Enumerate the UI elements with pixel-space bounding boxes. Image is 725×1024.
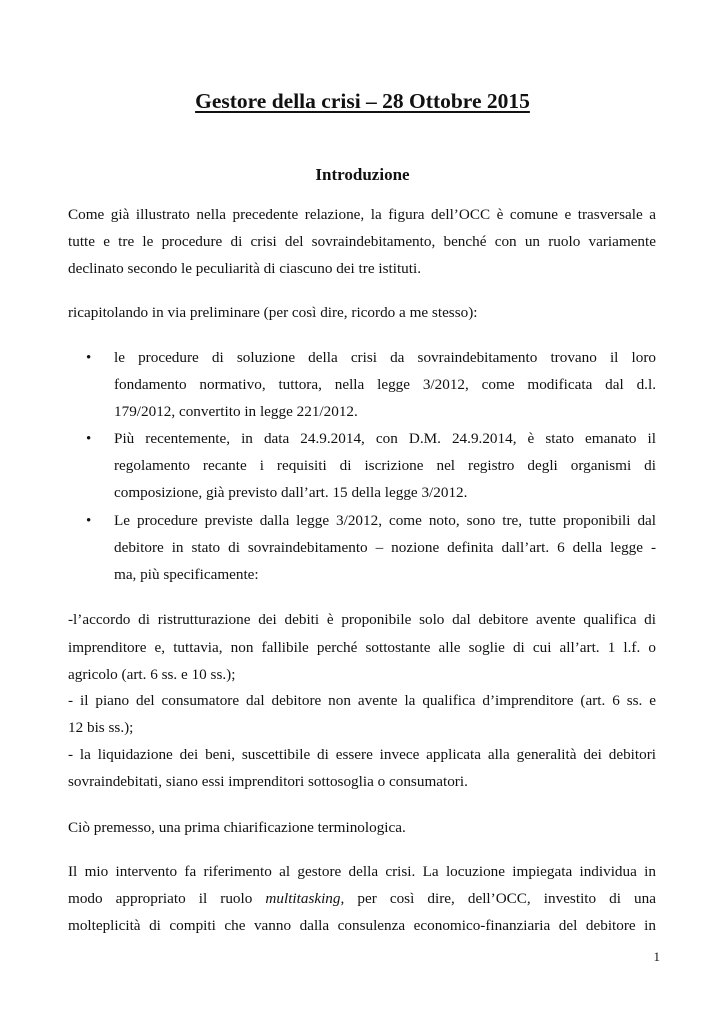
procedure-line: sovraindebitati, siano essi imprenditori sottosoglia o consumatori.	[68, 773, 468, 790]
bullet-line: fondamento normativo, tuttora, nella legge 3/2012, come modificata dal d.l.	[114, 376, 656, 393]
bullet-line: debitore in stato di sovraindebitamento – nozione definita dall’art. 6 della legge -	[114, 539, 656, 556]
procedure-line: -l’accordo di ristrutturazione dei debiti è proponibile solo dal debitore avente qualifica di	[68, 611, 656, 628]
bullet-line: Più recentemente, in data 24.9.2014, con D.M. 24.9.2014, è stato emanato il	[114, 430, 656, 447]
final-line	[68, 889, 656, 909]
bullet-line: Le procedure previste dalla legge 3/2012, come noto, sono tre, tutte proponibili dal	[114, 512, 656, 529]
final-line: Il mio intervento fa riferimento al gestore della crisi. La locuzione impiegata individua in	[68, 863, 656, 880]
bullet-marker: •	[86, 350, 92, 366]
bullet-marker: •	[86, 513, 92, 529]
procedure-line: agricolo (art. 6 ss. e 10 ss.);	[68, 666, 236, 683]
bullet-line: composizione, già previsto dall’art. 15 della legge 3/2012.	[114, 484, 468, 501]
recap-line: ricapitolando in via preliminare (per così dire, ricordo a me stesso):	[68, 304, 478, 321]
intro-line: tutte e tre le procedure di crisi del sovraindebitamento, benché con un ruolo variamente	[68, 233, 656, 250]
procedure-line: - il piano del consumatore dal debitore non avente la qualifica d’imprenditore (art. 6 ss. e	[68, 692, 656, 709]
bullet-line: le procedure di soluzione della crisi da sovraindebitamento trovano il loro	[114, 349, 656, 366]
italic-term: multitasking	[265, 890, 341, 907]
bullet-marker: •	[86, 431, 92, 447]
procedure-line: - la liquidazione dei beni, suscettibile di essere invece applicata alla generalità dei debitori	[68, 746, 656, 763]
final-line: molteplicità di compiti che vanno dalla consulenza economico-finanziaria del debitore in	[68, 917, 656, 934]
final-line-text: modo appropriato il ruolo	[68, 890, 266, 907]
premise-line: Ciò premesso, una prima chiarificazione terminologica.	[68, 819, 406, 836]
procedure-line: 12 bis ss.);	[68, 719, 134, 736]
page-number: 1	[653, 949, 660, 964]
procedure-line: imprenditore e, tuttavia, non fallibile perché sottostante alle soglie di cui all’art. 1 l.f. o	[68, 639, 656, 656]
bullet-line: 179/2012, convertito in legge 221/2012.	[114, 403, 358, 420]
section-heading: Introduzione	[315, 165, 410, 184]
final-line-text: , per così dire, dell’OCC, investito di una	[340, 890, 656, 907]
document-title: Gestore della crisi – 28 Ottobre 2015	[195, 89, 530, 113]
bullet-line: regolamento recante i requisiti di iscrizione nel registro degli organismi di	[114, 457, 656, 474]
bullet-line: ma, più specificamente:	[114, 566, 259, 583]
intro-line: Come già illustrato nella precedente relazione, la figura dell’OCC è comune e trasversale a	[68, 206, 656, 223]
intro-line: declinato secondo le peculiarità di ciascuno dei tre istituti.	[68, 260, 421, 277]
